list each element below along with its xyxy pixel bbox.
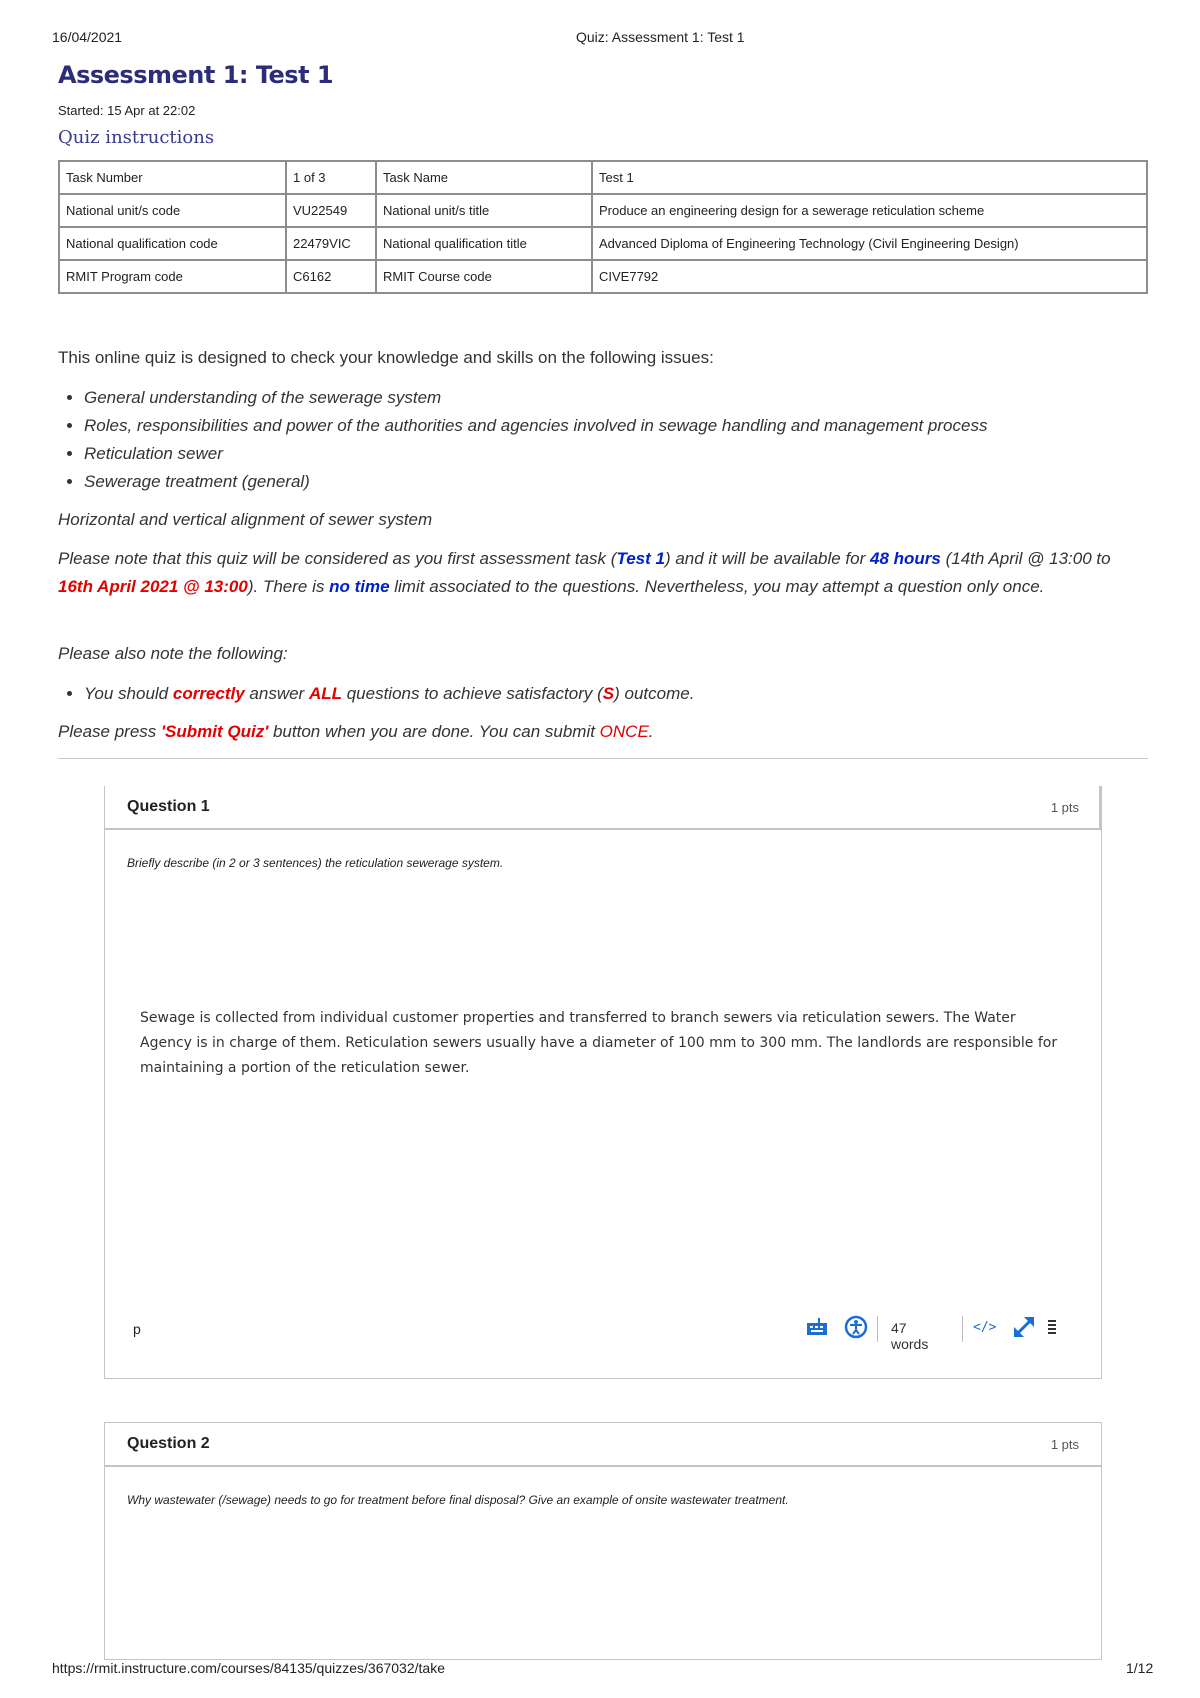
rule-emphasis: S	[602, 684, 615, 703]
table-cell: National unit/s title	[376, 194, 592, 227]
table-cell: RMIT Program code	[59, 260, 286, 293]
question-header	[105, 786, 1101, 830]
table-cell: Produce an engineering design for a sewerage reticulation scheme	[592, 194, 1147, 227]
note-text: Please note that this quiz will be considered as you first assessment task (	[58, 549, 617, 568]
rule-emphasis: ALL	[308, 684, 342, 703]
list-item: • Reticulation sewer	[84, 440, 987, 468]
deadline-label: 16th April 2021 @ 13:00	[58, 577, 248, 596]
availability-note	[58, 545, 1148, 601]
keyboard-icon[interactable]	[805, 1314, 831, 1345]
divider	[962, 1316, 963, 1342]
table-row	[59, 194, 1147, 227]
table-cell: National qualification code	[59, 227, 286, 260]
rule-text: answer	[244, 684, 309, 703]
resize-handle-icon[interactable]	[1045, 1314, 1059, 1345]
list-item: • Roles, responsibilities and power of the authorities and agencies involved in sewage handling and management process	[84, 412, 987, 440]
fullscreen-icon[interactable]	[1011, 1314, 1037, 1345]
rule-text: ) outcome.	[614, 684, 695, 703]
accessibility-icon[interactable]	[843, 1314, 869, 1345]
note-text: Please press	[58, 722, 161, 741]
table-row	[59, 227, 1147, 260]
list-item: • General understanding of the sewerage system	[84, 384, 987, 412]
alignment-note: Horizontal and vertical alignment of sewer system	[58, 510, 433, 529]
table-cell: VU22549	[286, 194, 376, 227]
rule-emphasis: correctly	[172, 684, 245, 703]
print-date: 16/04/2021	[52, 29, 123, 45]
note-text: ) and it will be available for	[664, 549, 870, 568]
table-cell: National qualification title	[376, 227, 592, 260]
issues-list	[58, 384, 987, 496]
question-points: 1 pts	[1050, 800, 1079, 815]
divider	[58, 758, 1148, 759]
task-info-table	[58, 160, 1148, 294]
started-timestamp: Started: 15 Apr at 22:02	[58, 103, 196, 118]
question-points: 1 pts	[1050, 1437, 1079, 1452]
answer-text-area[interactable]: Sewage is collected from individual customer properties and transferred to branch sewers via reticulation sewers. The Water Agency is in charge of them. Reticulation sewers usually have a diameter of 100 mm to 300 mm. The landlords are responsible for maintaining a portion of the reticulation sewer.	[140, 1010, 1058, 1076]
html-editor-icon[interactable]: </>	[973, 1320, 997, 1335]
table-cell: Advanced Diploma of Engineering Technology (Civil Engineering Design)	[592, 227, 1147, 260]
note-text: .	[648, 722, 654, 741]
table-cell: RMIT Course code	[376, 260, 592, 293]
rule-text: questions to achieve satisfactory (	[341, 684, 603, 703]
once-label: ONCE	[599, 722, 649, 741]
list-item	[84, 680, 694, 708]
divider	[877, 1316, 878, 1342]
list-item: • Sewerage treatment (general)	[84, 468, 987, 496]
question-title: Question 1	[127, 798, 210, 815]
duration-label: 48 hours	[870, 549, 941, 568]
rule-text: You should	[84, 684, 173, 703]
print-page-number: 1/12	[1126, 1660, 1154, 1676]
instructions-heading: Quiz instructions	[58, 127, 215, 148]
print-page-title: Quiz: Assessment 1: Test 1	[576, 29, 745, 45]
question-1	[104, 786, 1102, 1379]
test-label: Test 1	[616, 549, 665, 568]
time-limit-label: no time	[329, 577, 390, 596]
note-text: button when you are done. You can submit	[268, 722, 600, 741]
instructions-intro: This online quiz is designed to check your knowledge and skills on the following issues:	[58, 348, 714, 367]
table-row	[59, 161, 1147, 194]
table-cell: Test 1	[592, 161, 1147, 194]
question-title: Question 2	[127, 1435, 210, 1452]
question-text: Briefly describe (in 2 or 3 sentences) the reticulation sewerage system.	[127, 856, 504, 870]
question-header	[105, 1423, 1101, 1467]
editor-path: p	[133, 1321, 141, 1337]
note-text: ). There is	[247, 577, 330, 596]
table-cell: National unit/s code	[59, 194, 286, 227]
table-cell: CIVE7792	[592, 260, 1147, 293]
table-cell: 1 of 3	[286, 161, 376, 194]
rules-list	[58, 680, 694, 708]
note-text: limit associated to the questions. Nevertheless, you may attempt a question only once.	[389, 577, 1045, 596]
also-note: Please also note the following:	[58, 644, 288, 663]
question-2	[104, 1422, 1102, 1660]
table-cell: Task Name	[376, 161, 592, 194]
submit-label: 'Submit Quiz'	[161, 722, 269, 741]
print-url: https://rmit.instructure.com/courses/84135/quizzes/367032/take	[52, 1660, 445, 1676]
table-row	[59, 260, 1147, 293]
question-text: Why wastewater (/sewage) needs to go for treatment before final disposal? Give an example of onsite wastewater treatment.	[127, 1493, 789, 1507]
table-cell: 22479VIC	[286, 227, 376, 260]
word-count: 47 words	[891, 1320, 929, 1352]
page-title: Assessment 1: Test 1	[58, 61, 334, 89]
submit-note	[58, 718, 654, 746]
note-text: (14th April @ 13:00 to	[940, 549, 1111, 568]
table-cell: Task Number	[59, 161, 286, 194]
divider	[1099, 786, 1101, 828]
table-cell: C6162	[286, 260, 376, 293]
